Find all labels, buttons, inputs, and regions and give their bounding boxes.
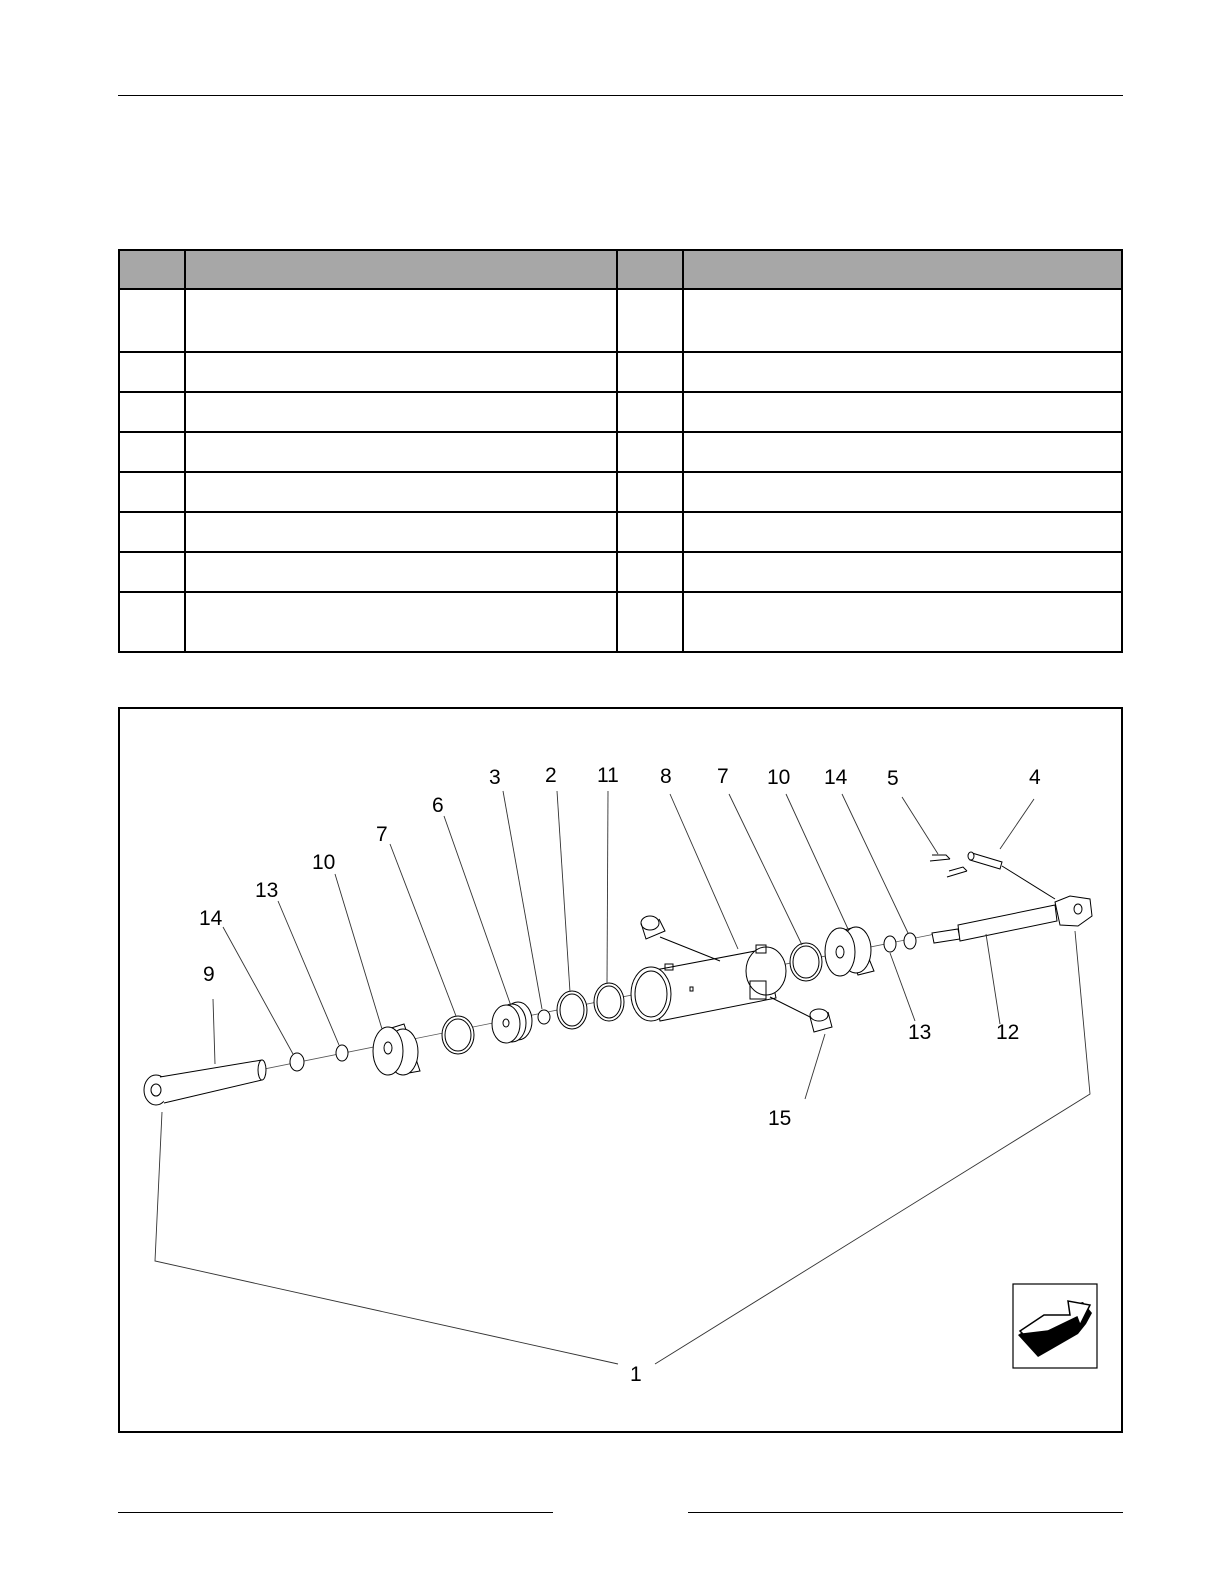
callout-8: 8 [660, 765, 672, 788]
callout-1: 1 [630, 1363, 642, 1386]
table-cell [119, 392, 185, 432]
table-cell [119, 512, 185, 552]
callout-5: 5 [887, 767, 899, 790]
table-cell [185, 289, 617, 352]
header-rule [118, 95, 1123, 96]
table-cell [683, 552, 1122, 592]
header-cell-item-2 [617, 250, 683, 289]
table-cell [617, 352, 683, 392]
table-row [119, 352, 1122, 392]
bearing-part-10-right [825, 927, 874, 976]
table-cell [119, 472, 185, 512]
table-cell [119, 289, 185, 352]
forward-arrow-icon [1013, 1284, 1097, 1368]
callout-7-right: 7 [717, 765, 729, 788]
callout-3: 3 [489, 766, 501, 789]
table-cell [617, 512, 683, 552]
clip-part-5 [930, 855, 967, 877]
callout-14-left: 14 [199, 907, 223, 930]
callout-2: 2 [545, 764, 557, 787]
table-cell [185, 512, 617, 552]
ring-part-14-left [290, 1053, 304, 1071]
table-cell [683, 392, 1122, 432]
table-row [119, 512, 1122, 552]
callout-7-left: 7 [376, 823, 388, 846]
seal-part-2 [557, 991, 587, 1029]
table-cell [617, 472, 683, 512]
callout-13-right: 13 [908, 1021, 932, 1044]
table-row [119, 592, 1122, 652]
parts-table [118, 249, 1123, 653]
table-cell [683, 512, 1122, 552]
footer-rule-right [688, 1512, 1123, 1513]
callout-6: 6 [432, 794, 444, 817]
table-cell [185, 472, 617, 512]
callout-13-left: 13 [255, 879, 279, 902]
table-cell [683, 289, 1122, 352]
table-row [119, 392, 1122, 432]
footer-rule-left [118, 1512, 553, 1513]
ring-part-11 [594, 983, 624, 1021]
table-cell [617, 592, 683, 652]
bushing-part-15 [770, 997, 832, 1032]
ring-part-13-right [884, 936, 896, 952]
table-cell [185, 392, 617, 432]
exploded-diagram-frame [118, 707, 1123, 1433]
table-cell [683, 472, 1122, 512]
table-cell [185, 592, 617, 652]
oring-part-7-right [790, 943, 822, 981]
callout-9: 9 [203, 963, 215, 986]
callout-10-right: 10 [767, 766, 791, 789]
table-cell [617, 432, 683, 472]
table-cell [683, 432, 1122, 472]
bearing-part-10-left [373, 1024, 420, 1075]
ring-part-13-left [336, 1045, 348, 1061]
ring-part-14-right [904, 933, 916, 949]
callout-10-left: 10 [312, 851, 336, 874]
callout-11: 11 [597, 764, 619, 787]
leader-lines [155, 791, 1090, 1364]
table-row [119, 432, 1122, 472]
table-cell [617, 392, 683, 432]
table-row [119, 289, 1122, 352]
table-cell [119, 552, 185, 592]
table-cell [617, 552, 683, 592]
table-cell [185, 352, 617, 392]
table-cell [119, 592, 185, 652]
table-row [119, 472, 1122, 512]
table-cell [185, 552, 617, 592]
exploded-cylinder-diagram [120, 709, 1121, 1431]
callout-15: 15 [768, 1107, 792, 1130]
callout-14-right: 14 [824, 766, 848, 789]
table-cell [617, 289, 683, 352]
rod-part-12 [932, 896, 1092, 943]
header-cell-item [119, 250, 185, 289]
callout-12: 12 [996, 1021, 1020, 1044]
ring-part-3 [538, 1010, 550, 1024]
table-cell [683, 352, 1122, 392]
table-row [119, 552, 1122, 592]
bushing-upper [641, 916, 720, 961]
table-header-row [119, 250, 1122, 289]
header-cell-description [185, 250, 617, 289]
table-cell [683, 592, 1122, 652]
table-cell [119, 352, 185, 392]
oring-part-7-left [442, 1016, 474, 1054]
piston-part-6 [492, 1002, 532, 1043]
header-cell-description-2 [683, 250, 1122, 289]
rod-part-9 [144, 1060, 266, 1105]
table-cell [185, 432, 617, 472]
callout-4: 4 [1029, 766, 1041, 789]
pin-part-4 [968, 852, 1055, 899]
table-cell [119, 432, 185, 472]
